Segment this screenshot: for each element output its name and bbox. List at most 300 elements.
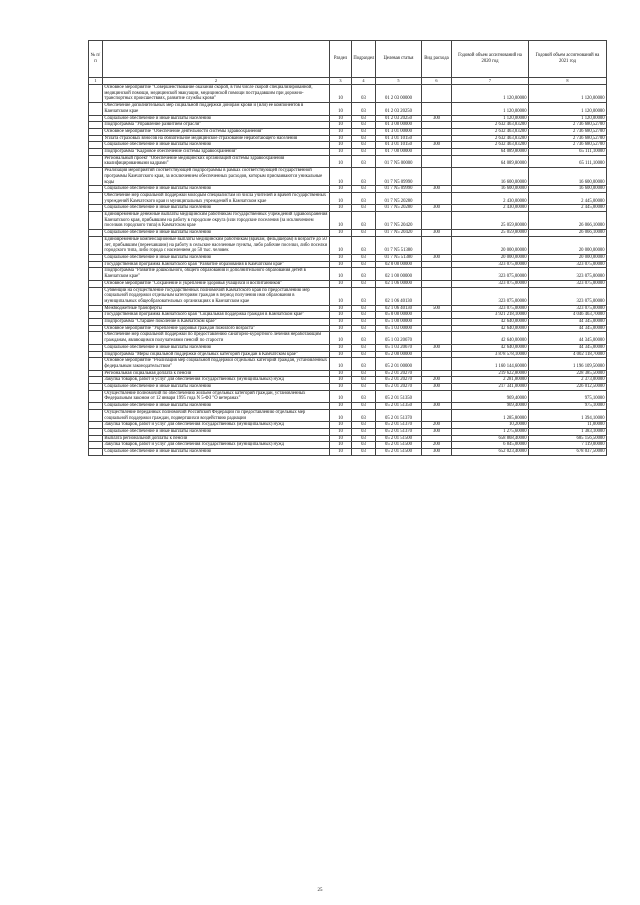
row-name-cell: Региональная социальная доплата к пенсии bbox=[103, 370, 330, 377]
row-section-cell: 10 bbox=[330, 280, 352, 287]
row-name-cell: Социальное обеспечение и иные выплаты населению bbox=[103, 142, 330, 149]
row-amount-2020-cell: 217 341,00000 bbox=[452, 384, 529, 391]
row-subsection-cell: 03 bbox=[352, 192, 376, 204]
row-number-cell bbox=[89, 230, 103, 237]
row-expense-type-cell bbox=[422, 192, 452, 204]
row-amount-2021-cell: 2 736 680,52700 bbox=[529, 135, 607, 142]
row-target-article-cell: 01 7 N5 09990 bbox=[376, 168, 422, 186]
row-subsection-cell: 03 bbox=[352, 261, 376, 268]
row-number-cell bbox=[89, 351, 103, 358]
row-amount-2020-cell: 652 023,40000 bbox=[452, 449, 529, 456]
row-expense-type-cell bbox=[422, 409, 452, 421]
row-expense-type-cell bbox=[422, 135, 452, 142]
row-name-cell: Социальное обеспечение и иные выплаты населению bbox=[103, 230, 330, 237]
table-row bbox=[89, 254, 607, 261]
row-amount-2020-cell: 1 120,00000 bbox=[452, 103, 529, 115]
row-subsection-cell: 03 bbox=[352, 403, 376, 410]
table-row bbox=[89, 351, 607, 358]
row-section-cell: 10 bbox=[330, 230, 352, 237]
row-amount-2020-cell: 64 089,80000 bbox=[452, 149, 529, 156]
row-number-cell bbox=[89, 422, 103, 429]
row-section-cell: 10 bbox=[330, 409, 352, 421]
row-amount-2021-cell: 2 736 680,52700 bbox=[529, 128, 607, 135]
row-amount-2021-cell: 65 111,10000 bbox=[529, 155, 607, 167]
row-number-cell bbox=[89, 390, 103, 402]
row-name-cell: Государственная программа Камчатского края "Развитие образования в Камчатском крае" bbox=[103, 261, 330, 268]
row-number-cell bbox=[89, 85, 103, 103]
row-amount-2020-cell: 969,40000 bbox=[452, 390, 529, 402]
row-amount-2021-cell: 26 066,10000 bbox=[529, 212, 607, 230]
row-target-article-cell: 01 3 01 00000 bbox=[376, 128, 422, 135]
row-number-cell bbox=[89, 344, 103, 351]
row-subsection-cell: 03 bbox=[352, 449, 376, 456]
row-section-cell: 10 bbox=[330, 205, 352, 212]
table-row bbox=[89, 149, 607, 156]
row-subsection-cell: 03 bbox=[352, 142, 376, 149]
row-name-cell: Единовременные компенсационные выплаты медицинским работникам (врачам, фельдшерам) в возрасте до 50 лет, прибывшим (переехавшим) на работу в сельские населенные пункты, либо рабочие поселки, либо поселки городского типа, либо города с населением до 50 тыс. человек bbox=[103, 236, 330, 254]
row-name-cell: Выплата региональной доплаты к пенсии bbox=[103, 435, 330, 442]
row-target-article-cell: 01 7 N5 20280 bbox=[376, 192, 422, 204]
row-subsection-cell: 03 bbox=[352, 435, 376, 442]
table-row bbox=[89, 370, 607, 377]
row-amount-2021-cell: 2 736 680,52700 bbox=[529, 122, 607, 129]
row-subsection-cell: 03 bbox=[352, 287, 376, 305]
row-subsection-cell: 03 bbox=[352, 149, 376, 156]
row-section-cell: 10 bbox=[330, 122, 352, 129]
row-expense-type-cell: 500 bbox=[422, 305, 452, 312]
row-target-article-cell: 05 2 01 51370 bbox=[376, 428, 422, 435]
row-expense-type-cell: 200 bbox=[422, 377, 452, 384]
row-section-cell: 10 bbox=[330, 128, 352, 135]
row-number-cell bbox=[89, 280, 103, 287]
row-target-article-cell: 05 0 00 00000 bbox=[376, 312, 422, 319]
row-name-cell: Социальное обеспечение и иные выплаты населению bbox=[103, 403, 330, 410]
table-row bbox=[89, 403, 607, 410]
row-number-cell bbox=[89, 261, 103, 268]
row-amount-2021-cell: 7 119,00000 bbox=[529, 442, 607, 449]
row-name-cell: Осуществление полномочий по обеспечению жильем отдельных категорий граждан, установленных Федеральным законом от 12 января 1995 года N 5-ФЗ "О ветеранах" bbox=[103, 390, 330, 402]
row-number-cell bbox=[89, 370, 103, 377]
row-name-cell: Социальное обеспечение и иные выплаты населению bbox=[103, 384, 330, 391]
row-amount-2020-cell: 10,20000 bbox=[452, 422, 529, 429]
row-number-cell bbox=[89, 115, 103, 122]
row-target-article-cell: 05 2 01 51370 bbox=[376, 409, 422, 421]
row-subsection-cell: 03 bbox=[352, 155, 376, 167]
table-row bbox=[89, 358, 607, 370]
table-row bbox=[89, 168, 607, 186]
row-section-cell: 10 bbox=[330, 149, 352, 156]
row-amount-2020-cell: 1 120,00000 bbox=[452, 115, 529, 122]
row-amount-2020-cell: 3 921 218,10000 bbox=[452, 312, 529, 319]
column-index-cell: 6 bbox=[422, 78, 452, 85]
row-name-cell: Социальное обеспечение и иные выплаты населению bbox=[103, 449, 330, 456]
row-amount-2021-cell: 44 345,00000 bbox=[529, 325, 607, 332]
row-amount-2021-cell: 226 012,50000 bbox=[529, 384, 607, 391]
row-expense-type-cell bbox=[422, 351, 452, 358]
table-row bbox=[89, 390, 607, 402]
row-amount-2021-cell: 1 120,00000 bbox=[529, 103, 607, 115]
row-amount-2020-cell: 16 600,00000 bbox=[452, 186, 529, 193]
row-name-cell: Основное мероприятие "Обеспечение деятельности системы здравоохранения" bbox=[103, 128, 330, 135]
row-section-cell: 10 bbox=[330, 384, 352, 391]
header-subsection: Подраздел bbox=[352, 41, 376, 78]
row-subsection-cell: 03 bbox=[352, 186, 376, 193]
row-name-cell: Подпрограмма "Меры социальной поддержки отдельных категорий граждан в Камчатском крае" bbox=[103, 351, 330, 358]
row-expense-type-cell bbox=[422, 212, 452, 230]
row-expense-type-cell: 300 bbox=[422, 384, 452, 391]
row-section-cell: 10 bbox=[330, 115, 352, 122]
row-number-cell bbox=[89, 186, 103, 193]
row-target-article-cell: 01 3 00 00000 bbox=[376, 122, 422, 129]
row-expense-type-cell: 300 bbox=[422, 230, 452, 237]
row-name-cell: Субвенции на осуществление государственных полномочий Камчатского края по предоставлению мер социальной поддержки отдельным категориям граждан в период получения ими образования в муниципальных общеобразовательных организациях в Камчатском крае bbox=[103, 287, 330, 305]
row-amount-2020-cell: 64 089,80000 bbox=[452, 155, 529, 167]
table-row bbox=[89, 205, 607, 212]
row-amount-2021-cell: 65 111,10000 bbox=[529, 149, 607, 156]
row-subsection-cell: 03 bbox=[352, 305, 376, 312]
column-index-cell: 5 bbox=[376, 78, 422, 85]
row-name-cell: Социальное обеспечение и иные выплаты населению bbox=[103, 254, 330, 261]
row-expense-type-cell bbox=[422, 332, 452, 344]
row-number-cell bbox=[89, 409, 103, 421]
table-row bbox=[89, 128, 607, 135]
row-name-cell: Основное мероприятие "Совершенствование оказания скорой, в том числе скорой специализированной, медицинской помощи, медицинской эвакуации, медицинской помощи пострадавшим при дорожно-транспортных происшествиях, развитие службы крови" bbox=[103, 85, 330, 103]
row-amount-2021-cell: 20 000,00000 bbox=[529, 254, 607, 261]
row-name-cell: Подпрограмма "Управление развитием отрасли" bbox=[103, 122, 330, 129]
row-number-cell bbox=[89, 312, 103, 319]
row-expense-type-cell bbox=[422, 370, 452, 377]
row-subsection-cell: 03 bbox=[352, 377, 376, 384]
row-amount-2021-cell: 26 066,10000 bbox=[529, 230, 607, 237]
row-subsection-cell: 03 bbox=[352, 236, 376, 254]
row-name-cell: Региональный проект "Обеспечение медицинских организаций системы здравоохранения квалифицированными кадрами" bbox=[103, 155, 330, 167]
row-number-cell bbox=[89, 332, 103, 344]
row-amount-2020-cell: 323 075,00000 bbox=[452, 280, 529, 287]
row-section-cell: 10 bbox=[330, 390, 352, 402]
table-row bbox=[89, 192, 607, 204]
row-number-cell bbox=[89, 149, 103, 156]
row-section-cell: 10 bbox=[330, 268, 352, 280]
row-subsection-cell: 03 bbox=[352, 312, 376, 319]
row-amount-2020-cell: 1 275,60000 bbox=[452, 428, 529, 435]
row-subsection-cell: 03 bbox=[352, 212, 376, 230]
row-amount-2020-cell: 658 868,40000 bbox=[452, 435, 529, 442]
row-expense-type-cell bbox=[422, 268, 452, 280]
row-amount-2021-cell: 2 445,00000 bbox=[529, 205, 607, 212]
row-number-cell bbox=[89, 428, 103, 435]
row-subsection-cell: 03 bbox=[352, 351, 376, 358]
row-amount-2020-cell: 2 281,80000 bbox=[452, 377, 529, 384]
row-target-article-cell: 05 1 03 00000 bbox=[376, 325, 422, 332]
row-number-cell bbox=[89, 435, 103, 442]
table-row bbox=[89, 236, 607, 254]
row-name-cell: Обеспечение мер социальной поддержки по предоставлению санаторно-курортного лечения неработающим гражданам, являющимся получателями пенсий по старости bbox=[103, 332, 330, 344]
row-amount-2021-cell: 2 445,00000 bbox=[529, 192, 607, 204]
row-section-cell: 10 bbox=[330, 212, 352, 230]
row-amount-2020-cell: 42 640,00000 bbox=[452, 344, 529, 351]
table-row bbox=[89, 122, 607, 129]
header-amount-2020: Годовой объем ассигнований на 2020 год bbox=[452, 41, 529, 78]
row-target-article-cell: 05 2 00 00000 bbox=[376, 351, 422, 358]
row-expense-type-cell bbox=[422, 155, 452, 167]
row-subsection-cell: 03 bbox=[352, 319, 376, 326]
row-expense-type-cell bbox=[422, 261, 452, 268]
row-target-article-cell: 05 2 01 51500 bbox=[376, 449, 422, 456]
row-name-cell: Обеспечение дополнительных мер социальной поддержки донорам крови и (или) ее компонентов в Камчатском крае bbox=[103, 103, 330, 115]
row-expense-type-cell bbox=[422, 122, 452, 129]
row-name-cell: Социальное обеспечение и иные выплаты населению bbox=[103, 115, 330, 122]
row-section-cell: 10 bbox=[330, 85, 352, 103]
row-amount-2020-cell: 2 430,00000 bbox=[452, 205, 529, 212]
row-amount-2021-cell: 11,00000 bbox=[529, 422, 607, 429]
row-target-article-cell: 01 7 N5 51380 bbox=[376, 236, 422, 254]
row-number-cell bbox=[89, 168, 103, 186]
row-target-article-cell: 01 2 03 00000 bbox=[376, 85, 422, 103]
row-amount-2020-cell: 323 075,00000 bbox=[452, 261, 529, 268]
row-amount-2020-cell: 1 160 144,60000 bbox=[452, 358, 529, 370]
row-subsection-cell: 03 bbox=[352, 135, 376, 142]
row-expense-type-cell: 300 bbox=[422, 115, 452, 122]
row-amount-2020-cell: 2 632 463,83200 bbox=[452, 122, 529, 129]
row-amount-2021-cell: 323 075,00000 bbox=[529, 261, 607, 268]
row-amount-2020-cell: 2 632 463,83200 bbox=[452, 142, 529, 149]
row-section-cell: 10 bbox=[330, 135, 352, 142]
row-expense-type-cell: 300 bbox=[422, 428, 452, 435]
row-target-article-cell: 02 1 06 00000 bbox=[376, 280, 422, 287]
table-row bbox=[89, 344, 607, 351]
row-name-cell: Закупка товаров, работ и услуг для обеспечения государственных (муниципальных) нужд bbox=[103, 422, 330, 429]
row-section-cell: 10 bbox=[330, 192, 352, 204]
row-amount-2020-cell: 42 640,00000 bbox=[452, 325, 529, 332]
row-target-article-cell: 05 2 01 20270 bbox=[376, 370, 422, 377]
column-index-cell: 2 bbox=[103, 78, 330, 85]
row-number-cell bbox=[89, 268, 103, 280]
row-number-cell bbox=[89, 212, 103, 230]
table-row bbox=[89, 305, 607, 312]
row-subsection-cell: 03 bbox=[352, 358, 376, 370]
row-subsection-cell: 03 bbox=[352, 422, 376, 429]
row-section-cell: 10 bbox=[330, 442, 352, 449]
row-name-cell: Государственная программа Камчатского края "Социальная поддержка граждан в Камчатском крае" bbox=[103, 312, 330, 319]
row-section-cell: 10 bbox=[330, 325, 352, 332]
row-amount-2020-cell: 2 632 463,83200 bbox=[452, 128, 529, 135]
row-expense-type-cell bbox=[422, 312, 452, 319]
row-name-cell: Единовременные денежные выплаты медицинским работникам государственных учреждений здравоохранения Камчатского края, прибывшим на работу в городские округа (или городские поселения (за исключением поселков городского типа) в Камчатском крае bbox=[103, 212, 330, 230]
row-amount-2021-cell: 16 600,00000 bbox=[529, 168, 607, 186]
row-subsection-cell: 03 bbox=[352, 384, 376, 391]
row-amount-2020-cell: 969,40000 bbox=[452, 403, 529, 410]
table-row bbox=[89, 115, 607, 122]
row-amount-2021-cell: 1 120,00000 bbox=[529, 115, 607, 122]
column-index-cell: 4 bbox=[352, 78, 376, 85]
row-target-article-cell: 02 1 06 40130 bbox=[376, 305, 422, 312]
row-expense-type-cell bbox=[422, 236, 452, 254]
table-row bbox=[89, 135, 607, 142]
row-name-cell: Социальное обеспечение и иные выплаты населению bbox=[103, 428, 330, 435]
table-row bbox=[89, 268, 607, 280]
row-subsection-cell: 03 bbox=[352, 280, 376, 287]
row-target-article-cell: 01 2 03 20250 bbox=[376, 115, 422, 122]
row-subsection-cell: 03 bbox=[352, 344, 376, 351]
table-row bbox=[89, 155, 607, 167]
table-row bbox=[89, 287, 607, 305]
row-number-cell bbox=[89, 449, 103, 456]
row-number-cell bbox=[89, 128, 103, 135]
row-amount-2021-cell: 20 000,00000 bbox=[529, 236, 607, 254]
column-index-cell: 7 bbox=[452, 78, 529, 85]
row-amount-2020-cell: 1 120,00000 bbox=[452, 85, 529, 103]
row-amount-2021-cell: 1 196 109,50000 bbox=[529, 358, 607, 370]
row-name-cell: Уплата страховых взносов на обязательное медицинское страхование неработающего населения bbox=[103, 135, 330, 142]
row-subsection-cell: 03 bbox=[352, 85, 376, 103]
row-section-cell: 10 bbox=[330, 351, 352, 358]
table-row bbox=[89, 230, 607, 237]
row-name-cell: Подпрограмма "Кадровое обеспечение системы здравоохранения" bbox=[103, 149, 330, 156]
row-expense-type-cell: 300 bbox=[422, 403, 452, 410]
header-section: Раздел bbox=[330, 41, 352, 78]
row-subsection-cell: 03 bbox=[352, 128, 376, 135]
row-number-cell bbox=[89, 305, 103, 312]
row-amount-2021-cell: 323 075,00000 bbox=[529, 287, 607, 305]
header-amount-2021: Годовой объем ассигнований на 2021 год bbox=[529, 41, 607, 78]
row-expense-type-cell bbox=[422, 149, 452, 156]
row-amount-2020-cell: 20 000,00000 bbox=[452, 254, 529, 261]
row-section-cell: 10 bbox=[330, 435, 352, 442]
row-subsection-cell: 03 bbox=[352, 332, 376, 344]
row-amount-2021-cell: 685 156,50000 bbox=[529, 435, 607, 442]
row-number-cell bbox=[89, 319, 103, 326]
row-section-cell: 10 bbox=[330, 168, 352, 186]
row-name-cell: Межбюджетные трансферты bbox=[103, 305, 330, 312]
row-expense-type-cell: 300 bbox=[422, 205, 452, 212]
row-subsection-cell: 03 bbox=[352, 268, 376, 280]
row-expense-type-cell bbox=[422, 85, 452, 103]
row-expense-type-cell bbox=[422, 168, 452, 186]
header-name bbox=[103, 41, 330, 78]
row-amount-2021-cell: 975,10000 bbox=[529, 390, 607, 402]
page-number: 25 bbox=[317, 888, 323, 893]
header-expense-type: Вид расхода bbox=[422, 41, 452, 78]
row-expense-type-cell: 300 bbox=[422, 344, 452, 351]
row-subsection-cell: 03 bbox=[352, 390, 376, 402]
row-number-cell bbox=[89, 358, 103, 370]
row-amount-2020-cell: 25 059,80000 bbox=[452, 212, 529, 230]
row-name-cell: Закупка товаров, работ и услуг для обеспечения государственных (муниципальных) нужд bbox=[103, 442, 330, 449]
column-index-cell: 3 bbox=[330, 78, 352, 85]
row-target-article-cell: 02 0 00 00000 bbox=[376, 261, 422, 268]
row-expense-type-cell bbox=[422, 358, 452, 370]
table-row bbox=[89, 261, 607, 268]
row-expense-type-cell: 300 bbox=[422, 142, 452, 149]
row-section-cell: 10 bbox=[330, 305, 352, 312]
row-expense-type-cell bbox=[422, 319, 452, 326]
row-number-cell bbox=[89, 403, 103, 410]
row-amount-2021-cell: 4 002 118,70000 bbox=[529, 351, 607, 358]
row-name-cell: Закупка товаров, работ и услуг для обеспечения государственных (муниципальных) нужд bbox=[103, 377, 330, 384]
table-row bbox=[89, 142, 607, 149]
row-amount-2020-cell: 2 430,00000 bbox=[452, 192, 529, 204]
row-section-cell: 10 bbox=[330, 344, 352, 351]
row-section-cell: 10 bbox=[330, 403, 352, 410]
table-row bbox=[89, 409, 607, 421]
row-amount-2020-cell: 6 845,00000 bbox=[452, 442, 529, 449]
row-section-cell: 10 bbox=[330, 370, 352, 377]
row-expense-type-cell bbox=[422, 103, 452, 115]
row-target-article-cell: 01 7 N5 00000 bbox=[376, 155, 422, 167]
row-section-cell: 10 bbox=[330, 287, 352, 305]
table-body bbox=[89, 78, 607, 456]
row-number-cell bbox=[89, 325, 103, 332]
row-section-cell: 10 bbox=[330, 449, 352, 456]
row-number-cell bbox=[89, 236, 103, 254]
row-name-cell: Социальное обеспечение и иные выплаты населению bbox=[103, 344, 330, 351]
row-target-article-cell: 02 1 06 40130 bbox=[376, 287, 422, 305]
row-name-cell: Обеспечение мер социальной поддержки молодым специалистам из числа учителей и врачей государственных учреждений Камчатского края и муниципальных учреждений в Камчатском крае bbox=[103, 192, 330, 204]
row-target-article-cell: 01 7 N5 20420 bbox=[376, 212, 422, 230]
row-name-cell: Реализация мероприятий соответствующей подпрограммы в рамках соответствующей государственной программы Камчатского края, за исключением обеспеченных расходов, которым присваиваются уникальные коды bbox=[103, 168, 330, 186]
row-subsection-cell: 03 bbox=[352, 230, 376, 237]
row-amount-2020-cell: 323 075,00000 bbox=[452, 305, 529, 312]
row-amount-2021-cell: 44 345,00000 bbox=[529, 344, 607, 351]
row-expense-type-cell bbox=[422, 287, 452, 305]
row-target-article-cell: 01 7 N5 20280 bbox=[376, 205, 422, 212]
row-expense-type-cell bbox=[422, 435, 452, 442]
row-number-cell bbox=[89, 142, 103, 149]
row-subsection-cell: 03 bbox=[352, 205, 376, 212]
row-expense-type-cell bbox=[422, 128, 452, 135]
row-amount-2020-cell: 1 285,80000 bbox=[452, 409, 529, 421]
row-expense-type-cell bbox=[422, 280, 452, 287]
row-amount-2021-cell: 323 075,00000 bbox=[529, 268, 607, 280]
row-target-article-cell: 05 1 03 20670 bbox=[376, 332, 422, 344]
row-amount-2021-cell: 16 600,00000 bbox=[529, 186, 607, 193]
row-amount-2021-cell: 2 736 680,52700 bbox=[529, 142, 607, 149]
row-number-cell bbox=[89, 442, 103, 449]
table-row bbox=[89, 332, 607, 344]
row-amount-2020-cell: 42 640,00000 bbox=[452, 332, 529, 344]
table-row bbox=[89, 428, 607, 435]
row-amount-2021-cell: 323 075,00000 bbox=[529, 280, 607, 287]
header-row bbox=[89, 41, 607, 78]
row-number-cell bbox=[89, 377, 103, 384]
row-target-article-cell: 05 1 03 20670 bbox=[376, 344, 422, 351]
row-target-article-cell: 05 2 01 00000 bbox=[376, 358, 422, 370]
row-section-cell: 10 bbox=[330, 155, 352, 167]
row-amount-2021-cell: 44 345,00000 bbox=[529, 332, 607, 344]
row-amount-2021-cell: 44 345,00000 bbox=[529, 319, 607, 326]
row-subsection-cell: 03 bbox=[352, 254, 376, 261]
row-section-cell: 10 bbox=[330, 332, 352, 344]
table-row bbox=[89, 449, 607, 456]
row-subsection-cell: 03 bbox=[352, 122, 376, 129]
row-number-cell bbox=[89, 205, 103, 212]
row-target-article-cell: 05 2 01 51370 bbox=[376, 422, 422, 429]
row-section-cell: 10 bbox=[330, 186, 352, 193]
row-amount-2021-cell: 2 373,00000 bbox=[529, 377, 607, 384]
table-row bbox=[89, 280, 607, 287]
column-index-row bbox=[89, 78, 607, 85]
table-row bbox=[89, 422, 607, 429]
row-subsection-cell: 03 bbox=[352, 409, 376, 421]
row-target-article-cell: 05 2 01 51350 bbox=[376, 390, 422, 402]
table-row bbox=[89, 377, 607, 384]
table-row bbox=[89, 435, 607, 442]
row-subsection-cell: 03 bbox=[352, 370, 376, 377]
row-name-cell: Подпрограмма "Развитие дошкольного, общего образования и дополнительного образования детей в Камчатском крае" bbox=[103, 268, 330, 280]
row-expense-type-cell: 200 bbox=[422, 422, 452, 429]
row-number-cell bbox=[89, 384, 103, 391]
row-amount-2021-cell: 1 120,00000 bbox=[529, 85, 607, 103]
